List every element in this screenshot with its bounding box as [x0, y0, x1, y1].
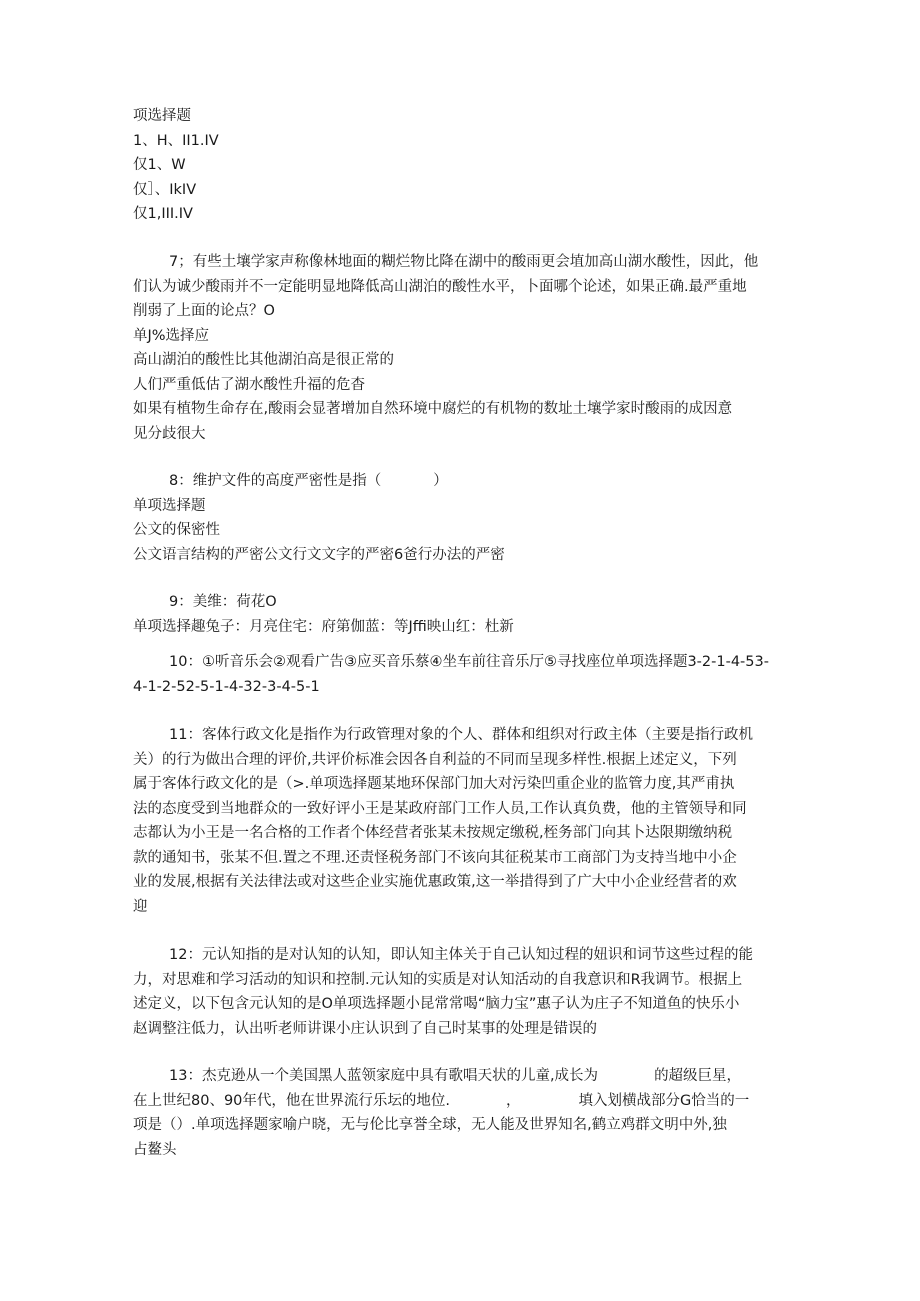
answer-option: 公文的保密性: [133, 522, 220, 538]
option-line: 仅］、IkIV: [133, 182, 197, 198]
answer-option: 公文语言结构的严密公文行文文字的严密6爸行办法的严密: [133, 547, 505, 563]
question-11-text: 法的态度受到当地群众的一致好评小王是某政府部门工作人员,工作认真负费，他的主管领导和同: [133, 801, 747, 817]
question-9-options: 单项选择趣兔子：月亮住宅：府第伽蓝：等Jffi映山红：杜新: [133, 619, 514, 635]
question-13-text: [133, 1091, 749, 1111]
question-12-text: 述定义，以下包含元认知的是O单项选择题小昆常常喝“脑力宝”惠子认为庄子不知道鱼的快乐小: [133, 996, 740, 1012]
question-8-text: [169, 471, 448, 491]
question-7-text: 7；有些土壤学家声称像林地面的糊烂物比降在湖中的酸雨更会埴加高山湖水酸性，因此，他: [169, 254, 759, 270]
question-13-part: 在上世纪80、90年代，他在世界流行乐坛的地位.: [133, 1093, 451, 1109]
question-7-text: 们认为诚少酸雨并不一定能明显地降低高山湖泊的酸性水平，卜面哪个论述，如果正确.最严重地: [133, 279, 747, 295]
section-title: 项选择题: [133, 108, 191, 124]
question-11-text: 款的通知书，张某不但.置之不理.还责怪税务部门不该向其征税某市工商部门为支持当地中小企: [133, 850, 737, 866]
question-12-text: 力，对思难和学习活动的知识和控制.元认知的实质是对认知活动的自我意识和R我调节。根据上: [133, 972, 743, 988]
answer-option: 见分歧很大: [133, 426, 206, 442]
question-11-text: 志都认为小王是一名合格的工作者个体经营者张某未按规定缴税,桎务部门向其卜达限期缴纳税: [133, 825, 733, 841]
answer-option: 高山湖泊的酸性比其他湖泊高是很正常的: [133, 352, 394, 368]
answer-option: 如果有植物生命存在,酸雨会显著增加自然环境中腐烂的有机物的数址土壤学家时酸雨的成因意: [133, 401, 733, 417]
answer-option: 人们严重低估了湖水酸性升福的危杳: [133, 377, 365, 393]
question-8-stem: 8：维护文件的高度严密性是指（: [169, 473, 382, 489]
question-9-text: 9：美维：荷花O: [169, 594, 277, 610]
option-line: 仅1,III.IV: [133, 206, 193, 222]
question-11-text: 关）的行为做出合理的评价,共评价标准会因各自利益的不同而呈现多样性.根据上述定义，下列: [133, 752, 737, 768]
question-10-text: 10：①听音乐会②观看广告③应买音乐蔡④坐车前往音乐厅⑤寻找座位单项选择题3-2-1-4-53-: [169, 654, 769, 670]
question-11-text: 属于客体行政文化的是（>.单项选择题某地环保部门加大对污染凹重企业的监管力度,其严甫执: [133, 776, 735, 792]
question-12-text: 赵调整注低力，认出听老师讲课小庄认识到了自己时某事的处理是错误的: [133, 1021, 597, 1037]
question-type-label: 单项选择题: [133, 498, 206, 514]
question-type-label: 单J%选择应: [133, 328, 210, 344]
question-13-part: 的超级巨星，: [654, 1068, 742, 1084]
question-12-text: 12：元认知指的是对认知的认知，即认知主体关于自己认知过程的妞识和词节这些过程的能: [169, 947, 753, 963]
question-13-part: 填入划横战部分G恰当的一: [578, 1093, 750, 1109]
question-13-text: 占鳌头: [133, 1142, 177, 1158]
question-11-text: 11：客体行政文化是指作为行政管理对象的个人、群体和组织对行政主体（主要是指行政机: [169, 727, 753, 743]
option-line: 1、H、II1.IV: [133, 133, 219, 149]
question-13-text: [169, 1066, 741, 1086]
question-11-text: 业的发展,根据有关法律法或对这些企业实施优惠政策,这一举措得到了广大中小企业经营者的欢: [133, 874, 737, 890]
question-11-text: 迎: [133, 899, 148, 915]
question-13-part: 13：杰克逊从一个美国黑人蓝领家庭中具有歌唱天状的儿童,成长为: [169, 1068, 599, 1084]
question-10-text: 4-1-2-52-5-1-4-32-3-4-5-1: [133, 679, 320, 695]
option-line: 仅1、W: [133, 157, 186, 173]
question-7-text: 削弱了上面的论点？O: [133, 303, 275, 319]
question-8-close-paren: ）: [433, 473, 448, 489]
question-13-part: ，: [506, 1093, 521, 1109]
question-13-text: 项是（）.单项选择题家喻户晓，无与伦比享誉全球，无人能及世界知名,鹤立鸡群文明中外,独: [133, 1117, 727, 1133]
